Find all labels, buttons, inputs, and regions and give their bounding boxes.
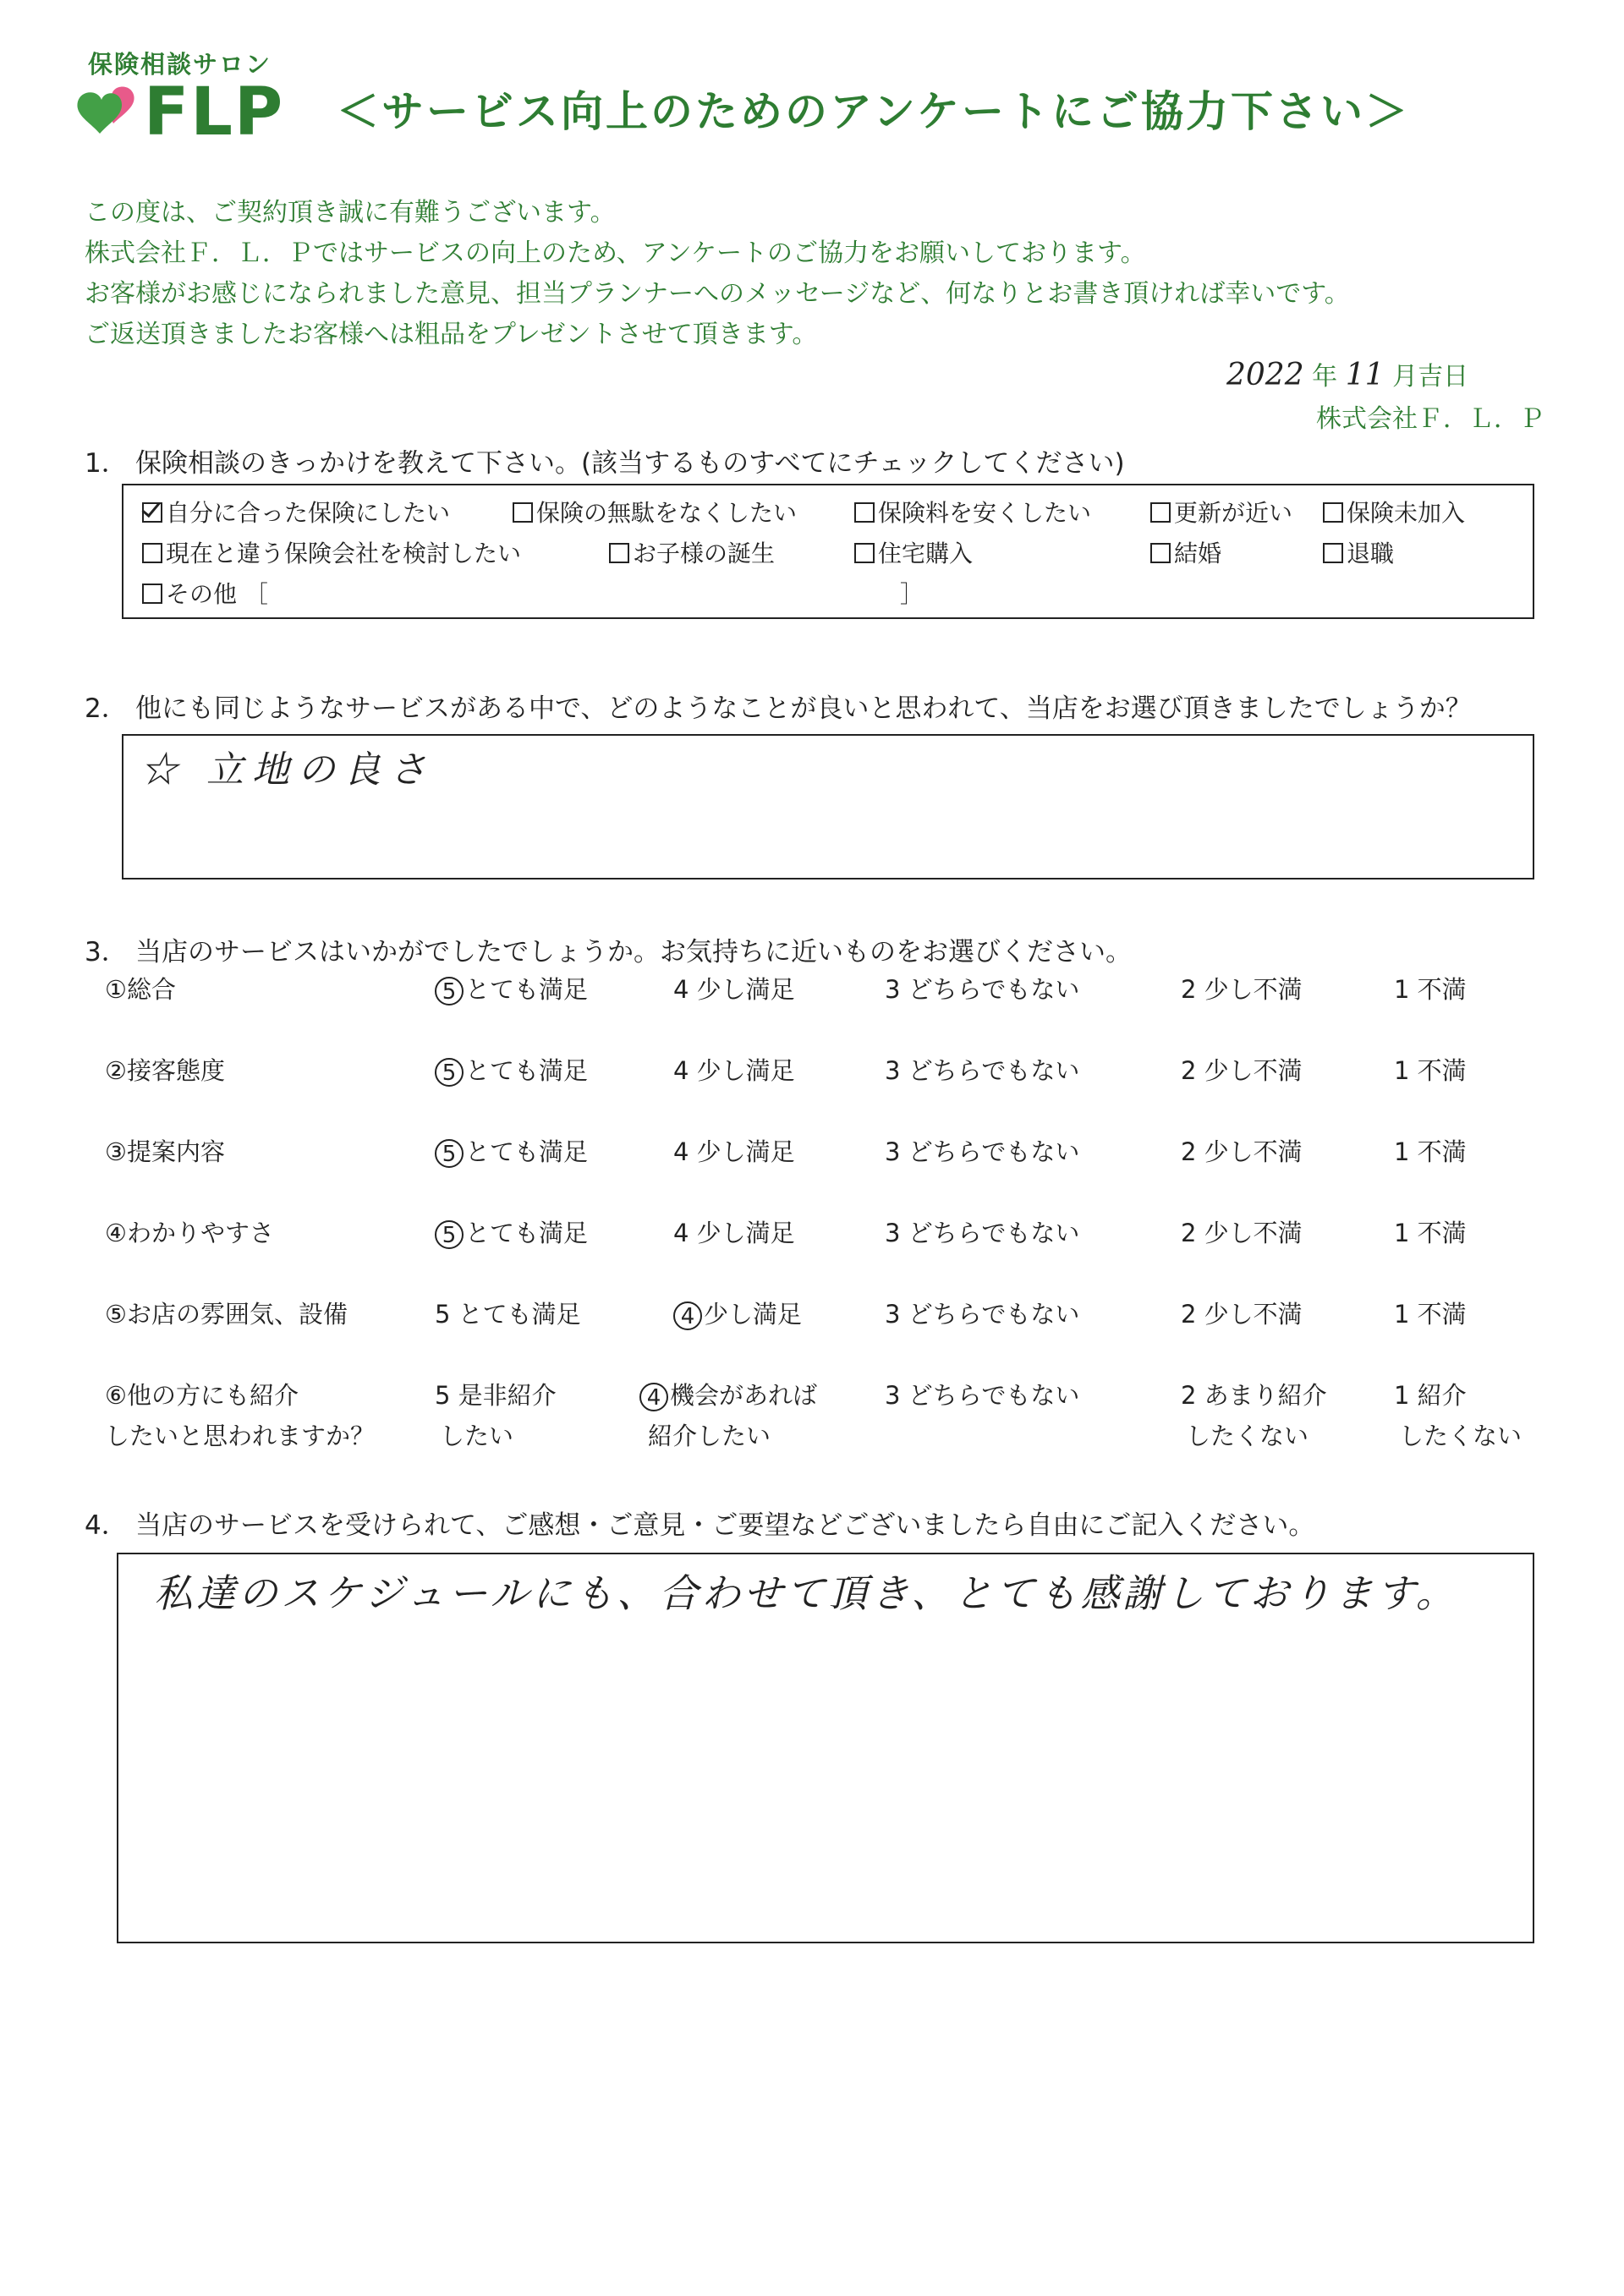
rating-choice-4-selected[interactable]: 4 機会があれば 紹介したい (639, 1375, 817, 1456)
intro-line: 株式会社Ｆ．Ｌ．Ｐではサービスの向上のため、アンケートのご協力をお願いしております。 (85, 238, 1146, 268)
option-marriage[interactable]: 結婚 (1150, 535, 1221, 569)
question-1 (85, 441, 1125, 479)
intro-text (85, 193, 1350, 355)
rating-choice[interactable]: 3 どちらでもない (885, 1137, 1080, 1166)
rating-choice[interactable]: 4 少し満足 (673, 1137, 795, 1166)
date-year: 2022 (1226, 358, 1304, 392)
rating-choice[interactable]: 3 どちらでもない (885, 1219, 1080, 1247)
company-name: 株式会社Ｆ．Ｌ．Ｐ (1316, 404, 1544, 434)
issue-date (1226, 355, 1468, 392)
question-2 (85, 687, 1472, 725)
rating-choice[interactable]: 1 不満 (1394, 1219, 1467, 1247)
q2-handwritten-answer: ☆ 立地の良さ (140, 748, 435, 792)
logo-wordmark: FLP (144, 74, 285, 151)
rating-row-label: ⑤お店の雰囲気、設備 (105, 1300, 348, 1329)
intro-line: この度は、ご契約頂き誠に有難うございます。 (85, 198, 616, 227)
rating-choice-5[interactable]: 5 是非紹介 したい (435, 1381, 557, 1450)
question-number: 3． (85, 937, 128, 967)
rating-row-label: ③提案内容 (105, 1137, 225, 1166)
rating-choice[interactable]: 3 どちらでもない (885, 1300, 1080, 1329)
checkbox[interactable] (854, 543, 875, 563)
checkbox[interactable] (1323, 502, 1343, 523)
option-other-close-bracket: ］ (900, 580, 924, 608)
rating-choice[interactable]: 2 少し不満 (1181, 975, 1303, 1004)
checkbox[interactable] (1150, 543, 1171, 563)
checkbox[interactable] (1150, 502, 1171, 523)
rating-choice[interactable]: 1 不満 (1394, 1056, 1467, 1085)
checkbox[interactable] (142, 543, 162, 563)
heart-logo-icon (74, 81, 142, 140)
checkbox[interactable] (1323, 543, 1343, 563)
question-number: 1． (85, 448, 128, 479)
date-year-suffix: 年 (1312, 362, 1338, 392)
rating-choice-2[interactable]: 2 あまり紹介 したくない (1181, 1381, 1327, 1450)
rating-choice[interactable]: 1 不満 (1394, 975, 1467, 1004)
rating-choice-selected[interactable]: 4 少し満足 (673, 1294, 802, 1334)
rating-row-label: ①総合 (105, 975, 176, 1004)
option-lower-premium[interactable]: 保険料を安くしたい (854, 495, 1091, 529)
question-text: 当店のサービスを受けられて、ご感想・ご意見・ご要望などございましたら自由にご記入ください。 (135, 1510, 1315, 1541)
option-home-purchase[interactable]: 住宅購入 (854, 535, 973, 569)
question-number: 4． (85, 1510, 128, 1541)
rating-choice-selected[interactable]: 5 とても満足 (435, 1050, 588, 1091)
selection-circle: 5 (435, 1139, 464, 1168)
page-title: ＜サービス向上のためのアンケートにご協力下さい＞ (337, 87, 1410, 136)
question-3 (85, 930, 1132, 968)
question-4 (85, 1504, 1314, 1542)
rating-choice[interactable]: 1 不満 (1394, 1300, 1467, 1329)
question-text: 他にも同じようなサービスがある中で、どのようなことが良いと思われて、当店をお選び頂きましたでしょうか？ (135, 693, 1472, 724)
date-month: 11 (1345, 358, 1385, 392)
question-text: 保険相談のきっかけを教えて下さい。(該当するものすべてにチェックしてください) (135, 448, 1125, 479)
rating-choice[interactable]: 2 少し不満 (1181, 1137, 1303, 1166)
rating-row-label: ④わかりやすさ (105, 1219, 274, 1247)
option-child-birth[interactable]: お子様の誕生 (609, 535, 775, 569)
rating-choice[interactable]: 4 少し満足 (673, 1219, 795, 1247)
option-other[interactable]: その他 ［ (142, 576, 268, 610)
date-month-suffix: 月吉日 (1392, 362, 1469, 392)
option-other-company[interactable]: 現在と違う保険会社を検討したい (142, 535, 521, 569)
rating-choice[interactable]: 3 どちらでもない (885, 1056, 1080, 1085)
rating-choice[interactable]: 1 不満 (1394, 1137, 1467, 1166)
selection-circle: 4 (639, 1383, 668, 1411)
rating-choice-selected[interactable]: 5 とても満足 (435, 1132, 588, 1172)
rating-choice[interactable]: 4 少し満足 (673, 1056, 795, 1085)
rating-choice[interactable]: 4 少し満足 (673, 975, 795, 1004)
option-reduce-waste[interactable]: 保険の無駄をなくしたい (513, 495, 797, 529)
rating-choice-selected[interactable]: 5 とても満足 (435, 1213, 588, 1253)
checkbox[interactable] (609, 543, 629, 563)
checkbox[interactable] (513, 502, 533, 523)
checkbox-checked[interactable] (142, 502, 162, 523)
checkbox[interactable] (142, 584, 162, 604)
intro-line: ご返送頂きましたお客様へは粗品をプレゼントさせて頂きます。 (85, 320, 818, 349)
rating-choice[interactable]: 3 どちらでもない (885, 975, 1080, 1004)
q4-handwritten-answer: 私達のスケジュールにも、合わせて頂き、とても感謝しております。 (154, 1570, 1458, 1616)
question-text: 当店のサービスはいかがでしたでしょうか。お気持ちに近いものをお選びください。 (135, 937, 1132, 967)
rating-row-label: ②接客態度 (105, 1056, 225, 1085)
option-uninsured[interactable]: 保険未加入 (1323, 495, 1465, 529)
rating-choice[interactable]: 2 少し不満 (1181, 1219, 1303, 1247)
rating-row-label: ⑥他の方にも紹介 したいと思われますか？ (105, 1381, 376, 1450)
logo-tagline: 保険相談サロン (88, 50, 272, 79)
checkbox[interactable] (854, 502, 875, 523)
selection-circle: 4 (673, 1301, 702, 1330)
intro-line: お客様がお感じになられました意見、担当プランナーへのメッセージなど、何なりとお書き頂ければ幸いです。 (85, 279, 1350, 309)
option-renewal[interactable]: 更新が近い (1150, 495, 1292, 529)
option-retirement[interactable]: 退職 (1323, 535, 1394, 569)
selection-circle: 5 (435, 977, 464, 1006)
selection-circle: 5 (435, 1058, 464, 1087)
rating-choice-1[interactable]: 1 紹介 したくない (1394, 1381, 1522, 1450)
rating-choice[interactable]: 2 少し不満 (1181, 1300, 1303, 1329)
question-number: 2． (85, 693, 128, 724)
rating-choice-3[interactable]: 3 どちらでもない (885, 1381, 1080, 1410)
rating-choice[interactable]: 5 とても満足 (435, 1300, 581, 1329)
option-self-fit[interactable]: 自分に合った保険にしたい (142, 495, 450, 529)
rating-choice[interactable]: 2 少し不満 (1181, 1056, 1303, 1085)
flp-logo (74, 46, 285, 151)
rating-choice-selected[interactable]: 5 とても満足 (435, 969, 588, 1010)
selection-circle: 5 (435, 1220, 464, 1249)
